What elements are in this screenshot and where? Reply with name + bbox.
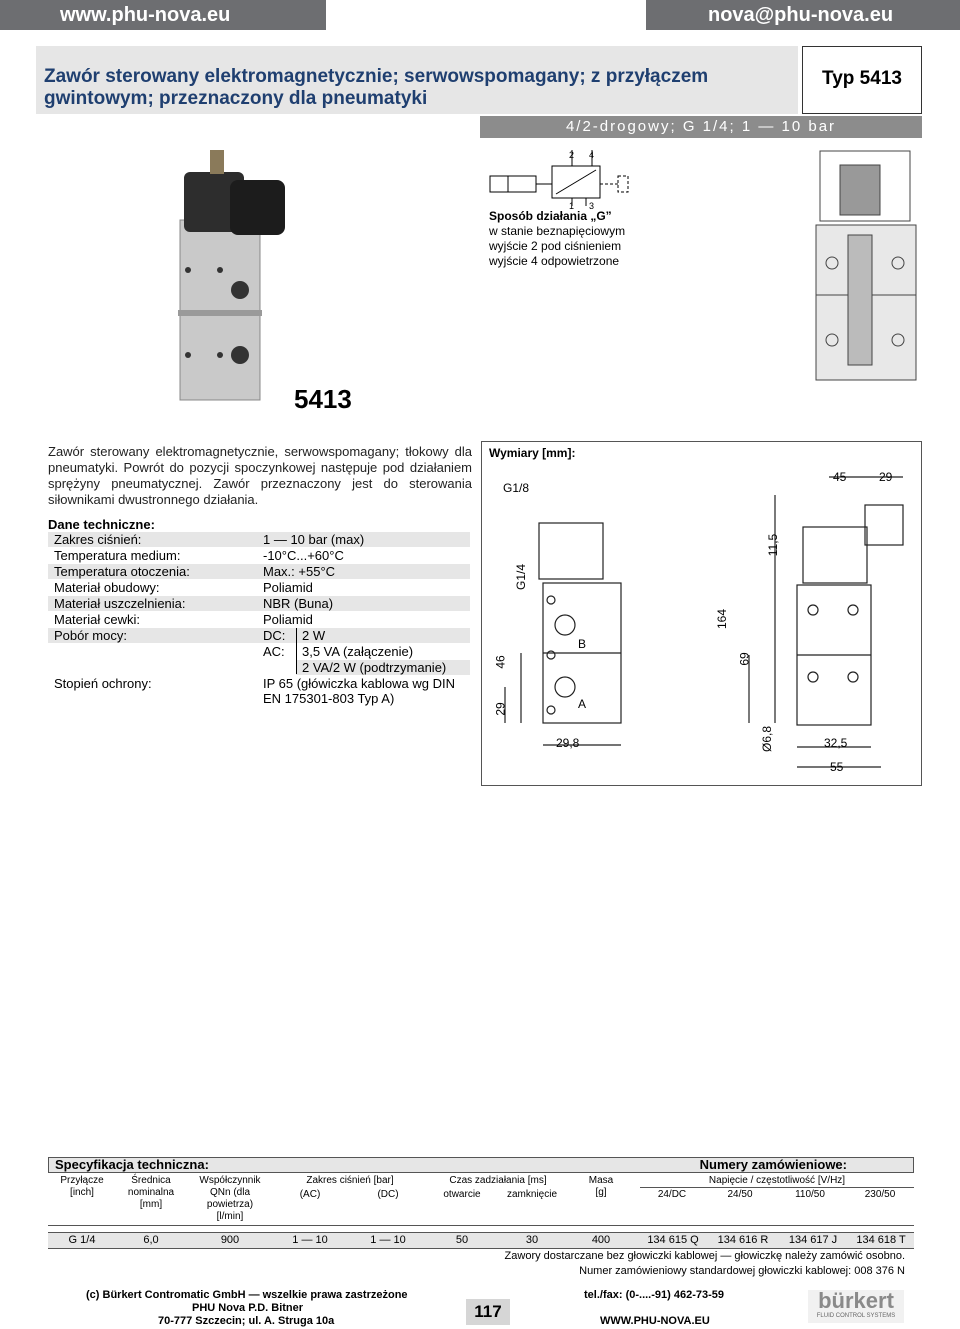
valve-symbol-diagram — [486, 148, 632, 208]
dimension-drawing — [495, 465, 915, 780]
tech-row-protection-2 — [48, 691, 470, 706]
cell-order-230-50: 134 618 T — [856, 1234, 906, 1246]
tech-value: Poliamid — [263, 612, 313, 627]
cell-flow: 900 — [220, 1234, 240, 1246]
tech-key: Stopień ochrony: — [54, 676, 152, 691]
phone-fax: tel./fax: (0-....-91) 462-73-59 — [584, 1289, 725, 1301]
page-title — [44, 66, 784, 110]
tech-key: Materiał uszczelnienia: — [54, 596, 186, 611]
col-flow-unit: [l/min] — [216, 1211, 244, 1222]
company-address: 70-777 Szczecin; ul. A. Struga 10a — [158, 1315, 335, 1327]
operation-mode-line-2: wyjście 2 pod ciśnieniem — [489, 239, 622, 253]
website-link[interactable]: www.phu-nova.eu — [60, 4, 231, 26]
tech-key: Temperatura otoczenia: — [54, 564, 190, 579]
protection-value-1: IP 65 (główiczka kablowa wg DIN — [263, 676, 455, 691]
voltage-divider — [640, 1187, 914, 1188]
power-ac-label: AC: — [263, 644, 285, 659]
product-number: 5413 — [294, 384, 352, 414]
col-mass — [578, 1175, 624, 1199]
copyright: (c) Bürkert Contromatic GmbH — wszelkie prawa zastrzeżone — [86, 1289, 408, 1301]
dim-label-b: B — [578, 637, 587, 651]
col-pressure: Zakres ciśnień [bar] — [306, 1175, 394, 1186]
cell-connection: G 1/4 — [68, 1234, 96, 1246]
dim-label-45: 45 — [833, 470, 847, 484]
title-line-2: gwintowym; przeznaczony dla pneumatyki — [44, 88, 428, 109]
cell-mass: 400 — [591, 1234, 611, 1246]
operation-mode-line-3: wyjście 4 odpowietrzone — [489, 254, 620, 268]
col-time-close: zamknięcie — [506, 1189, 558, 1200]
subtitle-bar: 4/2-drogowy; G 1/4; 1 — 10 bar — [480, 116, 922, 138]
cell-pressure-ac: 1 — 10 — [292, 1234, 328, 1246]
spec-table-header — [48, 1157, 914, 1173]
tech-row-coil-material — [48, 612, 470, 627]
dimensions-title: Wymiary [mm]: — [489, 446, 576, 460]
power-dc-value: 2 W — [302, 628, 326, 643]
title-line-1: Zawór sterowany elektromagnetycznie; serwowspomagany; z przyłączem — [44, 66, 709, 87]
col-voltage-4: 230/50 — [864, 1189, 896, 1200]
tech-row-pressure — [48, 532, 470, 547]
cell-time-open: 50 — [455, 1234, 469, 1246]
tech-value: NBR (Buna) — [263, 596, 334, 611]
dim-label-29-top: 29 — [879, 470, 893, 484]
note-cable-plug: Zawory dostarczane bez głowiczki kablowej — głowiczkę należy zamówić osobno. — [504, 1250, 905, 1262]
dim-label-g14: G1/4 — [514, 563, 529, 591]
dim-label-32-5: 32,5 — [824, 736, 848, 750]
tech-value: 1 — 10 bar (max) — [263, 532, 365, 547]
col-voltage-1: 24/DC — [657, 1189, 687, 1200]
cell-time-close: 30 — [525, 1234, 539, 1246]
tech-row-seal-material — [48, 596, 470, 611]
type-label: Typ 5413 — [802, 46, 922, 114]
col-flow-label-3: powietrza) — [206, 1199, 254, 1210]
dim-label-164: 164 — [715, 608, 730, 630]
col-flow-label: Współczynnik — [199, 1175, 261, 1186]
col-time-open: otwarcie — [443, 1189, 481, 1200]
dim-label-g18: G1/8 — [503, 481, 530, 495]
dim-label-55: 55 — [830, 760, 844, 774]
logo-text: bürkert — [818, 1288, 894, 1313]
col-flow-label-2: QNn (dla — [209, 1187, 250, 1198]
col-pressure-ac: (AC) — [299, 1189, 321, 1200]
email-banner — [646, 0, 960, 30]
dim-label-46: 46 — [493, 655, 508, 669]
power-ac-value-2: 2 VA/2 W (podtrzymanie) — [302, 660, 447, 675]
cell-order-24-50: 134 616 R — [717, 1234, 769, 1246]
order-numbers-title: Numery zamówieniowe: — [699, 1157, 847, 1172]
col-flow — [192, 1175, 268, 1223]
tech-row-body-material — [48, 580, 470, 595]
spec-table-title: Specyfikacja techniczna: — [55, 1157, 209, 1172]
col-diameter-label-2: nominalna — [127, 1187, 175, 1198]
burkert-logo — [808, 1290, 904, 1323]
valve-photo — [170, 140, 290, 420]
operation-mode-title: Sposób działania „G” — [489, 209, 612, 223]
col-pressure-dc: (DC) — [377, 1189, 399, 1200]
page-number: 117 — [466, 1299, 510, 1325]
tech-row-power-ac — [48, 644, 470, 659]
col-diameter-unit: [mm] — [139, 1199, 163, 1210]
col-voltage: Napięcie / częstotliwość [V/Hz] — [708, 1175, 846, 1186]
col-voltage-3: 110/50 — [795, 1189, 825, 1200]
dim-label-69: 69 — [737, 652, 752, 666]
tech-value: Poliamid — [263, 580, 313, 595]
tech-row-protection — [48, 676, 470, 691]
tech-value: -10°C...+60°C — [263, 548, 344, 563]
col-mass-unit: [g] — [595, 1187, 607, 1198]
footer-web[interactable]: WWW.PHU-NOVA.EU — [600, 1315, 710, 1327]
website-banner — [0, 0, 326, 30]
port-label-2: 2 — [569, 150, 575, 160]
tech-key: Materiał obudowy: — [54, 580, 160, 595]
cell-diameter: 6,0 — [143, 1234, 159, 1246]
dim-label-6-8: Ø6,8 — [760, 725, 775, 753]
note-cable-plug-number: Numer zamówieniowy standardowej głowiczki kablowej: 008 376 N — [579, 1265, 905, 1277]
tech-value: Max.: +55°C — [263, 564, 336, 579]
dim-label-29-left: 29 — [493, 702, 508, 716]
tech-row-medium-temp — [48, 548, 470, 563]
protection-value-2: EN 175301-803 Typ A) — [263, 691, 395, 706]
tech-key: Zakres ciśnień: — [54, 532, 142, 547]
power-ac-value-1: 3,5 VA (załączenie) — [302, 644, 414, 659]
cell-order-24dc: 134 615 Q — [647, 1234, 699, 1246]
power-dc-label: DC: — [263, 628, 286, 643]
tech-key: Pobór mocy: — [54, 628, 127, 643]
product-description: Zawór sterowany elektromagnetycznie, serwowspomagany; tłokowy dla pneumatyki. Powrót do pozycji spoczynkowej następuje pod działaniem sprężyny pneumatycznej. Zawór przeznaczony jest do sterowania siłownikami dwustronnego działania. — [48, 444, 472, 507]
col-connection-unit: [inch] — [70, 1187, 94, 1198]
cell-order-110-50: 134 617 J — [788, 1234, 838, 1246]
tech-row-power-ac-hold — [296, 660, 470, 675]
col-mass-label: Masa — [588, 1175, 614, 1186]
port-label-3: 3 — [589, 201, 595, 211]
col-connection-label: Przyłącze — [60, 1175, 104, 1186]
email-link[interactable]: nova@phu-nova.eu — [708, 4, 894, 26]
col-diameter — [118, 1175, 184, 1211]
operation-mode-line-1: w stanie beznapięciowym — [489, 224, 626, 238]
tech-row-power — [48, 628, 470, 643]
port-label-1: 1 — [569, 201, 575, 211]
company-name: PHU Nova P.D. Bitner — [192, 1302, 304, 1314]
valve-cross-section — [812, 145, 922, 385]
power-divider — [296, 628, 297, 674]
dim-label-11-5: 11,5 — [766, 533, 781, 557]
col-connection — [52, 1175, 112, 1199]
dim-label-a: A — [578, 697, 587, 711]
tech-key: Materiał cewki: — [54, 612, 140, 627]
col-time: Czas zadziałania [ms] — [449, 1175, 547, 1186]
cell-pressure-dc: 1 — 10 — [370, 1234, 406, 1246]
technical-data-title: Dane techniczne: — [48, 517, 155, 532]
dim-label-29-8: 29,8 — [556, 736, 580, 750]
tech-key: Temperatura medium: — [54, 548, 181, 563]
logo-subtext: FLUID CONTROL SYSTEMS — [816, 1313, 896, 1319]
port-label-4: 4 — [589, 150, 595, 160]
col-voltage-2: 24/50 — [727, 1189, 753, 1200]
tech-row-ambient-temp — [48, 564, 470, 579]
col-diameter-label: Średnica — [131, 1175, 171, 1186]
